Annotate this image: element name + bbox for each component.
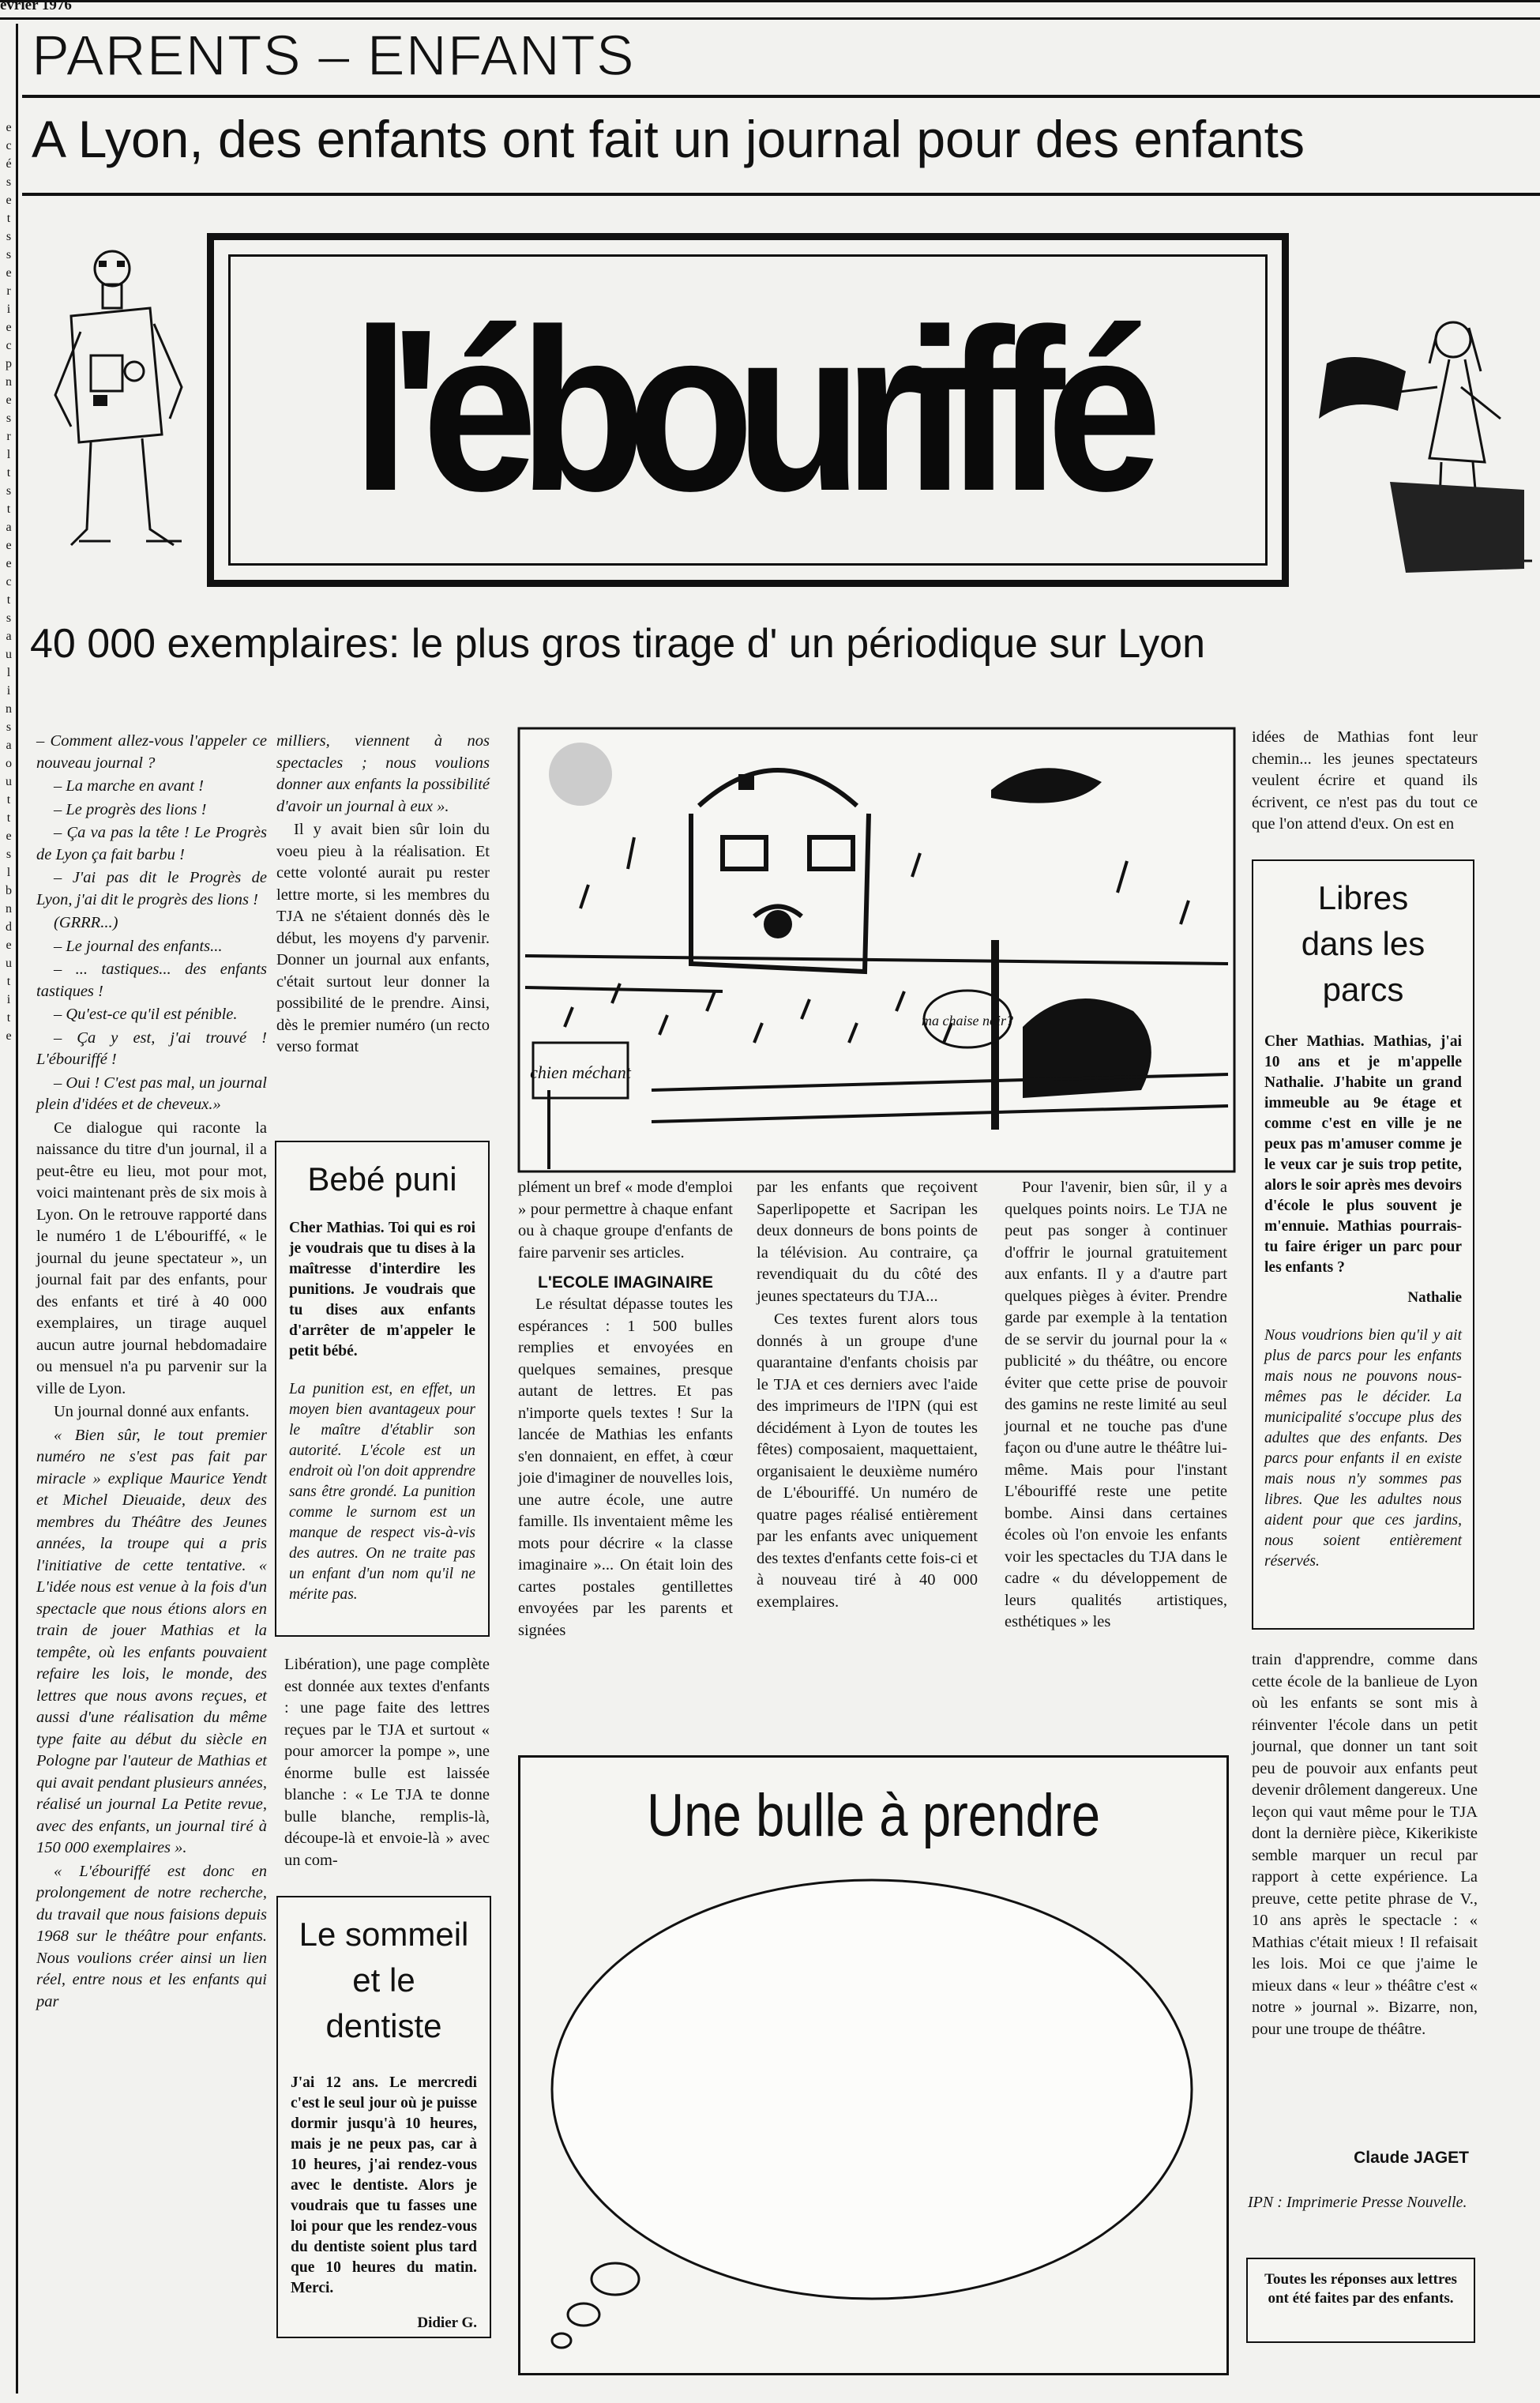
- col1-para: – La marche en avant !: [54, 777, 204, 795]
- column-6-bottom: [1252, 1649, 1478, 2042]
- col3-para: Le résultat dépasse toutes les espérances : 1 500 bulles remplies et envoyées en quelques semaines, presque autant de lettres. Et pas n'importe quels textes ! Sur la lancée de Mathias les enfants s'en donnaient, en effet, à cœur joie d'imaginer de nouvelles lois, une autre école, une autre famille. Ils inventaient même les mots pour décrire « la classe imaginaire »... On était loin des cartes postales gentillettes envoyées par les parents et signées: [518, 1296, 733, 1639]
- gutter-letter: s: [6, 611, 12, 625]
- gutter-letter: t: [6, 593, 11, 607]
- col3-para: plément un bref « mode d'emploi » pour permettre à chaque enfant ou à chaque groupe d'enfants de faire parvenir ses articles.: [518, 1179, 733, 1262]
- gutter-letter: s: [6, 720, 12, 734]
- gutter-letter: e: [6, 393, 12, 407]
- bubble-title: Une bulle à prendre: [646, 1782, 1101, 1849]
- col2-para: Il y avait bien sûr loin du voeu pieu à la réalisation. Et cette volonté aurait pu rester lettre morte, si les membres du TJA ne s'étaient donnés dès le début, les moyens d'y parvenir. Donner un journal aux enfants, c'était surtout leur donner la possibilité de le prendre. Ainsi, dès le premier numéro (un recto verso format: [276, 821, 490, 1055]
- headline: A Lyon, des enfants ont fait un journal pour des enfants: [32, 110, 1305, 168]
- adjacent-page-gutter: [0, 118, 17, 2370]
- masthead-box: [207, 233, 1289, 587]
- gutter-letter: a: [6, 521, 12, 534]
- gutter-letter: e: [6, 938, 12, 952]
- gutter-letter: e: [6, 829, 12, 843]
- letter-box-sommeil: [276, 1896, 491, 2338]
- col1-para: – Oui ! C'est pas mal, un journal plein d'idées et de cheveux.»: [36, 1074, 267, 1113]
- byline: Claude JAGET: [1354, 2149, 1469, 2167]
- gutter-letter: r: [6, 430, 11, 443]
- col1-para: – Ça va pas la tête ! Le Progrès de Lyon ça fait barbu !: [36, 824, 267, 863]
- gutter-letter: a: [6, 630, 12, 643]
- gutter-letter: d: [6, 920, 12, 934]
- gutter-letter: t: [6, 975, 11, 988]
- column-3: [518, 1177, 733, 1643]
- gutter-letter: n: [6, 902, 12, 916]
- headline-rule: [22, 193, 1540, 196]
- gutter-letter: c: [6, 339, 12, 352]
- letter-box-bebe-puni: [275, 1141, 490, 1637]
- answers-note: Toutes les réponses aux lettres ont été faites par des enfants.: [1264, 2271, 1457, 2307]
- gutter-letter: l: [6, 666, 11, 679]
- gutter-letter: e: [6, 321, 12, 334]
- box-title-line1: Libres: [1317, 879, 1409, 916]
- speech-bubble-icon[interactable]: [520, 1860, 1226, 2382]
- section-title: PARENTS – ENFANTS: [32, 24, 635, 88]
- top-rule: [0, 0, 1540, 2]
- gutter-letter: t: [6, 793, 11, 807]
- column-1: [36, 731, 267, 2014]
- gutter-letter: b: [6, 884, 12, 897]
- gutter-letter: t: [6, 502, 11, 516]
- col1-para: – ... tastiques... des enfants tastiques !: [36, 961, 267, 1000]
- gutter-letter: e: [6, 1029, 12, 1043]
- blank-bubble-box: [518, 1755, 1229, 2375]
- gutter-letter: t: [6, 811, 11, 825]
- gutter-letter: u: [6, 957, 12, 970]
- gutter-letter: é: [6, 157, 12, 171]
- gutter-letter: s: [6, 230, 12, 243]
- gutter-letter: r: [6, 284, 11, 298]
- col4-para: Ces textes furent alors tous donnés à un groupe d'une quarantaine d'enfants choisis par le TJA et ces derniers avec l'aide des imprimeurs de l'IPN (qui est décidément à Lyon de toutes les fêtes) composaient, maquettaient, organisaient le deuxième numéro de L'ébouriffé. Un numéro de quatre pages réalisé entièrement par les enfants avec uniquement des textes d'enfants cette fois-ci et à nouveau tiré à 40 000 exemplaires.: [757, 1311, 978, 1611]
- gutter-letter: e: [6, 539, 12, 552]
- gutter-letter: o: [6, 757, 12, 770]
- col1-para: – Le journal des enfants...: [54, 937, 223, 955]
- date-rule: [0, 17, 1540, 20]
- box-letter: Cher Mathias. Toi qui es roi je voudrais que tu dises à la maîtresse d'interdire les punitions. Je voudrais que tu dises aux enfants d'arrêter de m'appeler le petit bébé.: [289, 1220, 475, 1359]
- gutter-letter: e: [6, 557, 12, 570]
- gutter-letter: s: [6, 484, 12, 498]
- col5-para: Pour l'avenir, bien sûr, il y a quelques points noirs. Le TJA ne peut pas songer à continuer d'offrir le journal gratuitement aux enfants. Il y a d'autre part quelques pièges à éviter. Prendre garde par exemple à la tentation de se servir du journal pour la « publicité » du théâtre, ou encore éviter que cette prise de pouvoir des gamins ne reste limité au seul journal et ne touche pas d'une façon ou d'une autre le théâtre lui-même. Mais pour l'instant L'ébouriffé reste une petite bombe. Ainsi dans certaines écoles où l'on envoie les enfants voir les spectacles du TJA dans le cadre « du développement de leurs qualités artistiques, esthétiques » les: [1005, 1179, 1227, 1630]
- box-signature: Didier G.: [417, 2315, 477, 2331]
- col3-subhead: L'ECOLE IMAGINAIRE: [538, 1273, 713, 1292]
- col1-para: – J'ai pas dit le Progrès de Lyon, j'ai dit le progrès des lions !: [36, 869, 267, 908]
- box-reply: Nous voudrions bien qu'il y ait plus de parcs pour les enfants mais nous ne pouvons nous-mêmes pas le décider. La municipalité s'occupe plus des adultes que des enfants. Des parcs pour enfants il en existe mais nous n'y sommes pas libres. Que les adultes nous aident pour que ces jardins, nous soient entièrement réservés.: [1264, 1327, 1462, 1570]
- section-rule: [22, 95, 1540, 98]
- col1-para: Un journal donné aux enfants.: [54, 1403, 250, 1420]
- col2b-para: Libération), une page complète est donnée aux textes d'enfants : une page faite des lettres reçues par le TJA et surtout « pour amorcer la pompe », une énorme bulle est laissée blanche : « Le TJA te donne bulle blanche, remplis-là, découpe-là et envoie-là » avec un com-: [284, 1656, 490, 1869]
- gutter-letter: t: [6, 1011, 11, 1025]
- gutter-letter: c: [6, 139, 12, 152]
- masthead-title: l'ébouriffé: [351, 281, 1144, 539]
- column-4: [757, 1177, 978, 1615]
- gutter-letter: t: [6, 466, 11, 479]
- gutter-letter: s: [6, 412, 12, 425]
- box-letter: J'ai 12 ans. Le mercredi c'est le seul jour où je puisse dormir jusqu'à 10 heures, mais je ne peux pas, car à 10 heures, j'ai rendez-vous avec le dentiste. Alors je voudrais que tu fasses une loi pour que les rendez-vous du dentiste soient plus tard que 10 heures du matin. Merci.: [291, 2074, 477, 2296]
- gutter-letter: e: [6, 121, 12, 134]
- footnote: IPN : Imprimerie Presse Nouvelle.: [1248, 2194, 1467, 2211]
- col2-para: milliers, viennent à nos spectacles ; nous voulions donner aux enfants la possibilité d'avoir un journal à eux ».: [276, 732, 490, 815]
- letter-box-libres: [1252, 859, 1474, 1630]
- box-title-line1: Le sommeil: [299, 1916, 469, 1953]
- box-letter: Cher Mathias. Mathias, j'ai 10 ans et je m'appelle Nathalie. J'habite un grand immeuble au 9e étage et comme c'est en ville je ne peux pas m'amuser comme je le veux car je suis trop petite, alors le soir après mes devoirs d'école le plus souvent je m'ennuie. Mathias pourrais-tu faire ériger un parc pour les enfants ?: [1264, 1033, 1462, 1276]
- box-reply: La punition est, en effet, un moyen bien avantageux pour le maître d'établir son autorité. L'école est un endroit où l'on doit apprendre sans être grondé. La punition comme le surnom est un manque de respect vis-à-vis des autres. On ne traite pas un enfant d'un nom qu'il ne mérite pas.: [289, 1381, 475, 1603]
- girl-drawing: [1311, 300, 1540, 632]
- drawing-sign-label: chien méchant: [530, 1062, 631, 1082]
- gutter-letter: t: [6, 212, 11, 225]
- issue-date: évrier 1976: [0, 0, 72, 13]
- box-title-line2: et le dentiste: [325, 1961, 442, 2044]
- gutter-letter: n: [6, 702, 12, 716]
- column-5: [1005, 1177, 1227, 1635]
- col1-para: « L'ébouriffé est donc en prolongement de notre recherche, du travail que nous faisions depuis 1968 sur le théâtre pour enfants. Nous voulions créer ainsi un lien réel, entre nous et les enfants qui par: [36, 1862, 267, 2010]
- gutter-letter: e: [6, 266, 12, 280]
- answers-note-box: [1246, 2258, 1475, 2343]
- col4-para: par les enfants que reçoivent Saperlipopette et Sacripan les deux donneurs de bons points de la télévision. Au contraire, ça revendiquait du du côté des jeunes spectateurs du TJA...: [757, 1179, 978, 1305]
- col1-para: – Qu'est-ce qu'il est pénible.: [54, 1006, 238, 1023]
- col1-para: – Ça y est, j'ai trouvé ! L'ébouriffé !: [36, 1029, 267, 1068]
- gutter-letter: a: [6, 739, 12, 752]
- box-title-line2: dans les parcs: [1301, 925, 1425, 1008]
- drawing-speech-label: ma chaise noir?: [922, 1013, 1013, 1029]
- gutter-letter: i: [6, 303, 11, 316]
- column-2-bottom: [284, 1654, 490, 1873]
- col6-para: train d'apprendre, comme dans cette école de la banlieue de Lyon où les enfants se sont mis à réinventer l'école dans un petit journal, que donner un tant soit peu de pouvoir aux enfants peut devenir drôlement dangereux. Une leçon qui vaut même pour le TJA dont la dernière pièce, Kikerikiste semble marquer un recul par rapport à cette expérience. La preuve, cette petite phrase de V., 10 ans après le spectacle : « Mathias c'était mieux ! Il refaisait les lois. Moi ce que j'aime le mieux dans « leur » théâtre c'est « notre » journal ». Bizarre, non, pour une troupe de théâtre.: [1252, 1651, 1478, 2038]
- gutter-letter: l: [6, 448, 11, 461]
- col1-para: « Bien sûr, le tout premier numéro ne s'est pas fait par miracle » explique Maurice Yendt et Michel Dieuaide, deux des membres du Théâtre des Jeunes années, la troupe qui a pris l'initiative de cette tentative. « L'idée nous est venue à la fois d'un spectacle que nous étions alors en train de jouer Mathias et la tempête, où les enfants pouvaient refaire les lois, le monde, des lettres que nous avons reçues, et aussi d'une réalisation du même type faite au début du siècle en Pologne par l'auteur de Mathias et qui avait pendant plusieurs années, réalisé un journal La Petite revue, avec des enfants, un journal tiré à 150 000 exemplaires ».: [36, 1426, 267, 1856]
- column-2-top: [276, 731, 490, 1060]
- col1-para: – Comment allez-vous l'appeler ce nouveau journal ?: [36, 732, 267, 772]
- box-title: Bebé puni: [307, 1160, 457, 1198]
- gutter-letter: l: [6, 866, 11, 879]
- gutter-letter: i: [6, 684, 11, 698]
- gutter-letter: u: [6, 775, 12, 788]
- gutter-letter: e: [6, 194, 12, 207]
- gutter-letter: c: [6, 575, 12, 589]
- gutter-letter: s: [6, 175, 12, 189]
- box-signature: Nathalie: [1407, 1289, 1462, 1306]
- col1-para: Ce dialogue qui raconte la naissance du titre d'un journal, il a peut-être eu lieu, mot pour mot, voici maintenant près de six mois à Lyon. On le retrouve rapporté dans le numéro 1 de L'ébouriffé, « le journal du jeune spectateur », un journal fait par des enfants, pour des enfants et tiré à 40 000 exemplaires, un tirage auquel aucun autre journal hebdomadaire ou mensuel n'a pu parvenir sur la ville de Lyon.: [36, 1119, 267, 1397]
- col6-para: idées de Mathias font leur chemin... les jeunes spectateurs veulent écrire et quand ils écrivent, ce n'est pas du tout ce que l'on attend d'eux. On est en: [1252, 728, 1478, 833]
- gutter-letter: p: [6, 357, 12, 370]
- column-6-top: [1252, 727, 1478, 837]
- col1-para: – Le progrès des lions !: [54, 800, 207, 818]
- gutter-letter: i: [6, 993, 11, 1006]
- gutter-letter: u: [6, 648, 12, 661]
- robot-drawing: [24, 229, 205, 600]
- gutter-letter: n: [6, 375, 12, 389]
- gutter-letter: s: [6, 248, 12, 261]
- col1-para: (GRRR...): [54, 914, 118, 931]
- gutter-letter: s: [6, 848, 12, 861]
- children-drawing: [517, 727, 1236, 1173]
- subtitle: 40 000 exemplaires: le plus gros tirage d' un périodique sur Lyon: [30, 621, 1206, 667]
